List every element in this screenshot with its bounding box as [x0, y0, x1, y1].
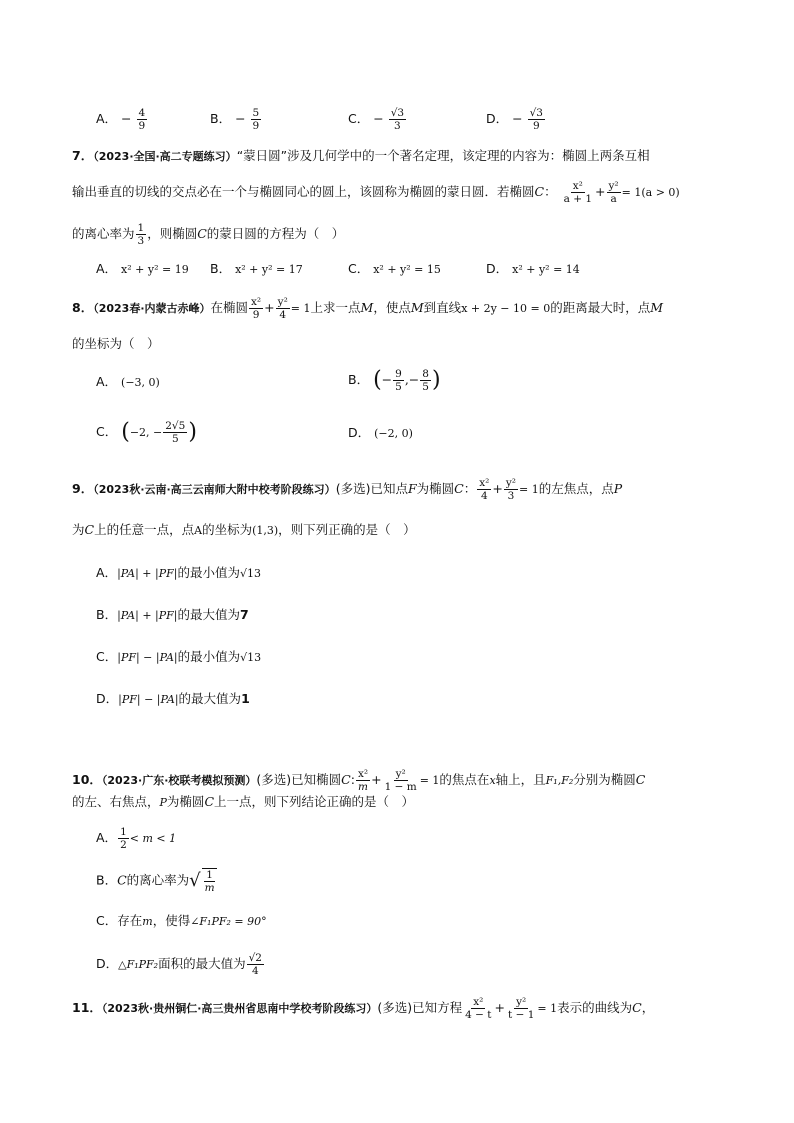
question-text: 在椭圆: [210, 300, 249, 315]
colon: ：: [544, 184, 557, 199]
fraction: [463, 996, 493, 1021]
numerator: 1: [206, 869, 213, 881]
question-text: 上一点，则下列结论正确的是（ ）: [214, 794, 415, 809]
option-text: x² + y² = 17: [235, 263, 303, 276]
option-letter: B．: [210, 261, 232, 276]
question-text: 上求一点: [310, 300, 361, 315]
denominator: t − 1: [508, 1009, 535, 1021]
left-paren: (: [121, 419, 130, 445]
option-letter: A．: [96, 374, 118, 389]
option-text: 的最大值为: [177, 607, 240, 622]
option-text: 的最大值为: [178, 691, 242, 706]
equation-rhs: = 1: [419, 774, 440, 787]
question-text: ，则下列正确的是（ ）: [278, 522, 416, 537]
question-text: 的距离最大时，点: [550, 300, 651, 315]
option-letter: C．: [96, 649, 118, 664]
numerator: x²: [479, 477, 490, 489]
denominator: 9: [252, 309, 260, 321]
curve-name: C: [632, 1000, 642, 1015]
sqrt-sign: √: [189, 870, 201, 891]
q10-option-d: [96, 952, 265, 977]
fraction: [477, 477, 491, 502]
fraction: [251, 107, 262, 132]
option-expr: |PF| − |PA|: [117, 651, 178, 664]
question-text: ，则椭圆: [147, 226, 198, 241]
question-text: 的焦点在: [439, 772, 490, 787]
numerator: 4: [138, 107, 146, 119]
q8-option-a: [96, 372, 160, 393]
q10-option-b: [96, 868, 218, 894]
denominator: 5: [395, 381, 402, 393]
numerator: x²: [473, 996, 484, 1008]
right-paren: ): [431, 367, 441, 393]
point-f: F: [407, 481, 417, 496]
fraction: [137, 107, 148, 132]
question-text: 到直线: [423, 300, 462, 315]
fraction: [383, 768, 419, 793]
denominator: 4: [480, 490, 488, 502]
q9-line-1: [72, 477, 622, 502]
question-text: (多选)已知椭圆: [256, 772, 342, 787]
option-letter: B．: [96, 872, 118, 888]
fraction: [136, 222, 147, 247]
fraction: [356, 768, 370, 793]
minus-sign: −: [373, 111, 384, 126]
option-text: 存在: [117, 913, 143, 928]
minus-sign: −: [512, 111, 523, 126]
denominator: 9: [252, 120, 260, 132]
numerator: x²: [251, 296, 262, 308]
point-a: A: [194, 524, 203, 537]
fraction: [504, 477, 518, 502]
q8-option-b: B． (− $\frac{9}{5}$ ,− $\frac{8}{5}$ ): [348, 367, 441, 393]
numerator: x²: [357, 768, 369, 780]
equation-rhs: = 1: [519, 483, 539, 496]
question-text: 的左、右焦点，: [72, 794, 160, 809]
denominator: a: [610, 193, 617, 205]
option-expr: < m < 1: [129, 832, 177, 845]
foci: F₁,F₂: [545, 774, 574, 787]
question-text: 的蒙日圆的方程为（ ）: [206, 226, 345, 241]
q6-option-c: [348, 107, 407, 132]
option-letter: D．: [96, 956, 119, 971]
numerator: 1: [137, 222, 145, 234]
q7-option-a: [96, 259, 189, 280]
question-number: 8．: [72, 300, 94, 315]
denominator: 3: [507, 490, 515, 502]
question-text: 为椭圆: [166, 794, 205, 809]
point-m: M: [410, 300, 424, 315]
fraction: [420, 368, 431, 393]
question-text: (多选)已知方程: [377, 1000, 463, 1015]
q9-option-d: [96, 689, 250, 710]
question-text: 轴上，且: [495, 772, 546, 787]
question-text: 的坐标为（ ）: [72, 336, 160, 351]
q7-option-b: [210, 259, 303, 280]
denominator: 4: [251, 965, 259, 977]
fraction: [247, 952, 264, 977]
question-number: 7．: [72, 148, 94, 163]
option-text: (−2, 0): [374, 427, 413, 440]
fraction: [389, 107, 406, 132]
numerator: x²: [572, 180, 583, 192]
q8-line-2: [72, 334, 160, 354]
option-expr: |PA| + |PF|: [117, 609, 178, 622]
option-letter: D．: [486, 111, 509, 126]
numerator: 2√5: [165, 420, 186, 432]
plus-sign: +: [264, 300, 275, 315]
ellipse-name: C: [204, 794, 215, 809]
option-letter: C．: [348, 261, 370, 276]
q10-option-c: [96, 911, 267, 932]
ellipse-name: C: [117, 872, 127, 888]
question-text: 的坐标为: [202, 522, 253, 537]
numerator: 9: [395, 368, 402, 380]
q11-line-1: [72, 996, 654, 1021]
axis-x: x: [489, 774, 496, 787]
question-text: 表示的曲线为: [557, 1000, 633, 1015]
fraction: [393, 368, 404, 393]
denominator: 4 − t: [465, 1009, 492, 1021]
q9-line-2: [72, 520, 416, 541]
plus-sign: +: [492, 481, 503, 496]
plus-sign: +: [595, 184, 606, 199]
right-paren: ): [188, 419, 197, 445]
question-text: 分别为椭圆: [573, 772, 636, 787]
denominator: m: [358, 781, 368, 793]
q7-option-c: [348, 259, 441, 280]
denominator: 1 − m: [384, 781, 417, 793]
option-text: x² + y² = 19: [121, 263, 189, 276]
q6-option-b: [210, 107, 262, 132]
option-value: √13: [239, 567, 261, 580]
minus-sign: −: [121, 111, 132, 126]
option-letter: C．: [348, 111, 370, 126]
option-letter: C．: [96, 424, 118, 439]
denominator: 4: [279, 309, 287, 321]
option-text: −2, −: [129, 426, 163, 439]
question-source: （2023秋·贵州铜仁·高三贵州省思南中学校考阶段练习）: [101, 1002, 378, 1015]
denominator: 5: [422, 381, 429, 393]
fraction: [607, 180, 621, 205]
denominator: 5: [171, 433, 179, 445]
option-text: x² + y² = 14: [512, 263, 580, 276]
ellipse-name: C: [534, 184, 545, 199]
q9-option-c: [96, 647, 261, 668]
ellipse-name: C: [341, 772, 351, 787]
colon: :: [350, 772, 355, 787]
question-source: （2023春·内蒙古赤峰）: [93, 302, 211, 315]
option-letter: D．: [348, 425, 371, 440]
plus-sign: +: [494, 1000, 506, 1015]
option-value: 1: [241, 691, 250, 706]
question-number: 11．: [72, 1000, 102, 1015]
denominator: 3: [394, 120, 401, 132]
question-text: “蒙日圆”涉及几何学中的一个著名定理，该定理的内容为：椭圆上两条互相: [236, 148, 650, 163]
question-text: 上的任意一点，点: [94, 522, 195, 537]
question-number: 9．: [72, 481, 94, 496]
colon: ：: [463, 481, 477, 496]
question-source: （2023秋·云南·高三云南师大附中校考阶段练习）: [93, 483, 336, 496]
question-text: ，: [641, 1000, 655, 1015]
option-text: 的最小值为: [177, 565, 240, 580]
q7-line-3: [72, 222, 344, 247]
numerator: 8: [422, 368, 429, 380]
q6-option-d: [486, 107, 546, 132]
question-text: (多选)已知点: [335, 481, 408, 496]
denominator: m: [204, 882, 215, 894]
option-letter: D．: [486, 261, 509, 276]
fraction: [276, 296, 290, 321]
point-p: P: [159, 796, 167, 809]
point-p: P: [613, 481, 623, 496]
q8-line-1: [72, 296, 663, 321]
question-number: 10．: [72, 772, 102, 787]
minus-sign: −: [235, 111, 246, 126]
option-letter: C．: [96, 913, 118, 928]
fraction: [506, 996, 536, 1021]
fraction: [163, 420, 187, 445]
denominator: 9: [138, 120, 146, 132]
fraction: [562, 180, 594, 205]
denominator: a + 1: [563, 193, 593, 205]
q7-option-d: [486, 259, 580, 280]
question-text: 的离心率为: [72, 226, 135, 241]
option-text: 的最小值为: [177, 649, 241, 664]
numerator: y²: [608, 180, 619, 192]
ellipse-name: C: [84, 522, 95, 537]
variable-m: m: [142, 915, 153, 928]
coordinate: (1,3): [252, 524, 279, 537]
option-expr: ∠F₁PF₂ = 90°: [190, 915, 267, 928]
q9-option-b: [96, 605, 249, 626]
question-text: 的左焦点，点: [538, 481, 614, 496]
fraction: [202, 868, 217, 894]
option-text: x² + y² = 15: [373, 263, 441, 276]
equation-rhs: = 1: [537, 1002, 558, 1015]
numerator: y²: [505, 477, 517, 489]
point-m: M: [650, 300, 664, 315]
equation-rhs: = 1(a > 0): [621, 186, 680, 199]
q8-option-c: [96, 420, 197, 445]
plus-sign: +: [371, 772, 382, 787]
numerator: 5: [252, 107, 260, 119]
numerator: y²: [516, 996, 527, 1008]
numerator: √3: [390, 107, 405, 119]
q10-line-1: [72, 768, 645, 793]
q10-option-a: [96, 826, 176, 851]
left-paren: (: [373, 367, 382, 393]
numerator: 1: [120, 826, 127, 838]
q7-line-2: [72, 180, 680, 205]
option-letter: A．: [96, 830, 118, 845]
option-expr: |PF| − |PA|: [118, 693, 179, 706]
numerator: y²: [395, 768, 406, 780]
option-text: (−3, 0): [121, 376, 160, 389]
option-letter: A．: [96, 261, 118, 276]
option-text: 的离心率为: [126, 872, 190, 888]
denominator: 2: [120, 839, 127, 851]
option-expr: |PA| + |PF|: [117, 567, 178, 580]
numerator: √3: [529, 107, 543, 119]
option-text: 面积的最大值为: [158, 956, 246, 971]
option-expr: △F₁PF₂: [118, 958, 159, 971]
fraction: [249, 296, 263, 321]
option-letter: D．: [96, 691, 119, 706]
question-text: 为椭圆: [416, 481, 455, 496]
option-text: ，使得: [152, 913, 191, 928]
q6-option-a: [96, 107, 148, 132]
point-m: M: [360, 300, 374, 315]
q7-line-1: [72, 146, 650, 167]
question-text: 输出垂直的切线的交点必在一个与椭圆同心的圆上，该圆称为椭圆的蒙日圆．若椭圆: [72, 184, 535, 199]
numerator: √2: [248, 952, 262, 964]
ellipse-name: C: [635, 772, 646, 787]
line-equation: x + 2y − 10 = 0: [461, 302, 551, 315]
equation-rhs: = 1: [290, 302, 311, 315]
option-letter: B．: [210, 111, 232, 126]
numerator: y²: [277, 296, 288, 308]
q10-line-2: [72, 792, 414, 813]
option-letter: B．: [348, 372, 370, 387]
q8-option-d: [348, 423, 413, 444]
question-text: 为: [72, 522, 85, 537]
option-value: 7: [240, 607, 249, 622]
question-source: （2023·广东·校联考模拟预测）: [101, 774, 257, 787]
question-text: ，使点: [373, 300, 411, 315]
denominator: 3: [137, 235, 145, 247]
ellipse-name: C: [197, 226, 207, 241]
option-letter: A．: [96, 565, 118, 580]
option-value: √13: [240, 651, 262, 664]
option-letter: A．: [96, 111, 118, 126]
fraction: [118, 826, 129, 851]
q9-option-a: [96, 563, 261, 584]
question-source: （2023·全国·高二专题练习）: [93, 150, 237, 163]
ellipse-name: C: [454, 481, 464, 496]
option-letter: B．: [96, 607, 118, 622]
fraction: [528, 107, 545, 132]
denominator: 9: [532, 120, 540, 132]
